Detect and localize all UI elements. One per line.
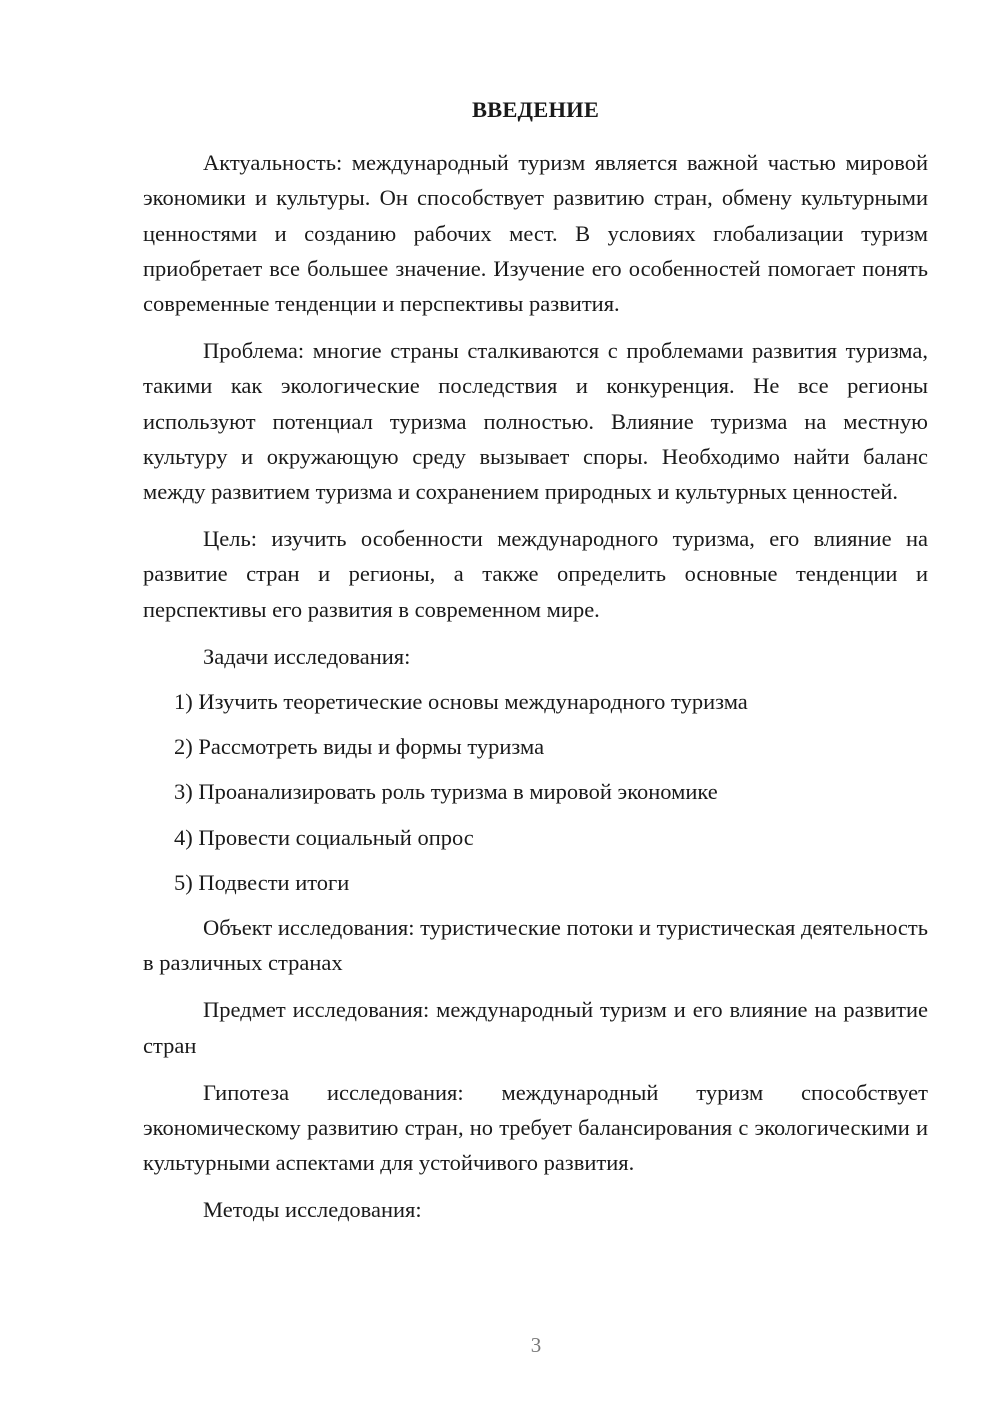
list-item: 3) Проанализировать роль туризма в мировой экономике bbox=[174, 779, 718, 805]
paragraph-object: Объект исследования: туристические потоки и туристическая деятельность в различных странах bbox=[143, 915, 928, 976]
section-heading: ВВЕДЕНИЕ bbox=[471, 97, 600, 122]
paragraph-problem: Проблема: многие страны сталкиваются с проблемами развития туризма, такими как экологические последствия и конкуренция. Не все регионы используют потенциал туризма полностью. Влияние туризма на местную культуру и окружающую среду вызывает споры. Необходимо найти баланс между развитием туризма и сохранением природных и культурных ценностей. bbox=[143, 338, 928, 505]
paragraph-methods: Методы исследования: bbox=[203, 1197, 422, 1223]
paragraph-relevance: Актуальность: международный туризм является важной частью мировой экономики и культуры. Он способствует развитию стран, обмену культурными ценностями и созданию рабочих мест. В условиях глобализации туризм приобретает все большее значение. Изучение его особенностей помогает понять современные тенденции и перспективы развития. bbox=[143, 150, 928, 317]
list-item: 2) Рассмотреть виды и формы туризма bbox=[174, 734, 545, 760]
list-item: 4) Провести социальный опрос bbox=[174, 824, 474, 850]
paragraph-hypothesis: Гипотеза исследования: международный туризм способствует экономическому развитию стран, но требует балансирования с экологическими и культурными аспектами для устойчивого развития. bbox=[143, 1079, 928, 1176]
list-item: 5) Подвести итоги bbox=[174, 869, 350, 895]
tasks-list bbox=[143, 684, 928, 900]
list-item: 1) Изучить теоретические основы международного туризма bbox=[174, 689, 748, 715]
paragraph-subject: Предмет исследования: международный туризм и его влияние на развитие стран bbox=[143, 997, 928, 1058]
page-number: 3 bbox=[530, 1333, 542, 1357]
page-content bbox=[143, 92, 928, 1240]
paragraph-goal: Цель: изучить особенности международного туризма, его влияние на развитие стран и регионы, а также определить основные тенденции и перспективы его развития в современном мире. bbox=[143, 526, 928, 622]
paragraph-tasks-intro: Задачи исследования: bbox=[203, 643, 411, 669]
